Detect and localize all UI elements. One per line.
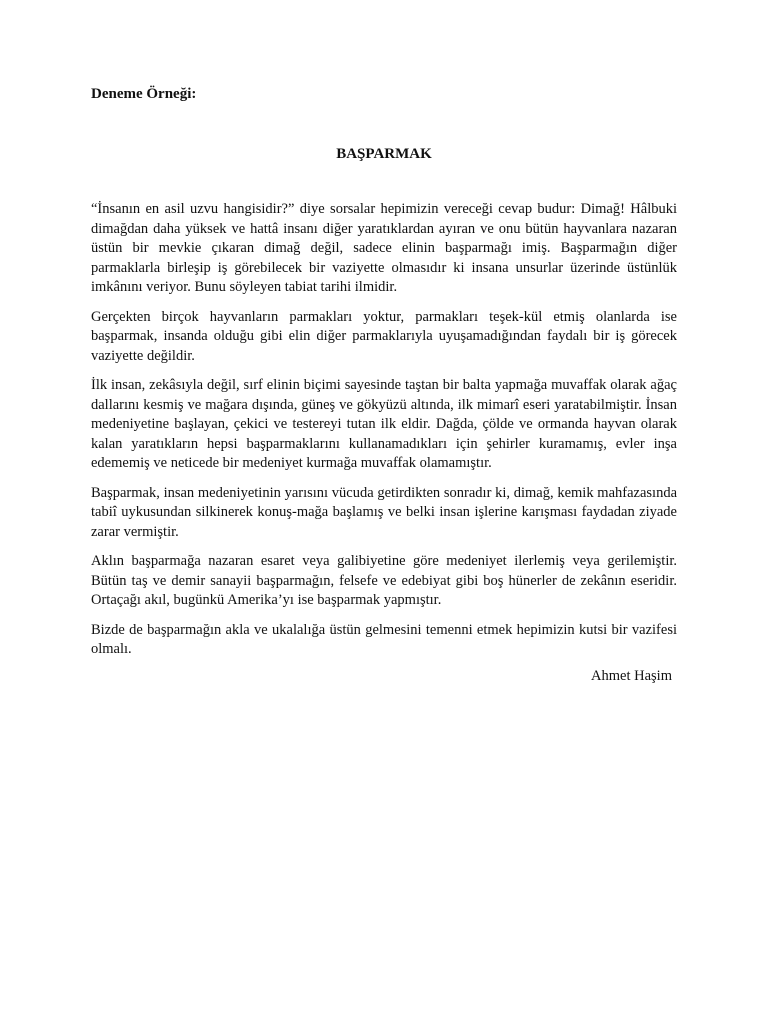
- essay-title: BAŞPARMAK: [336, 146, 432, 162]
- document-heading: Deneme Örneği:: [91, 86, 197, 102]
- essay-paragraph: Başparmak, insan medeniyetinin yarısını vücuda getirdikten sonradır ki, dimağ, kemik mahfazasında tabiî uykusundan silkinerek konuş-mağa başlamış ve belki insan işlerine karışması faydadan ziyade zarar vermiştir.: [91, 484, 677, 540]
- essay-paragraph: İlk insan, zekâsıyla değil, sırf elinin biçimi sayesinde taştan bir balta yapmağa muvaffak olarak ağaç dallarını kesmiş ve mağara dışında, güneş ve gökyüzü altında, ilk mimarî eseri yaratabilmiştir. İnsan medeniyetine başlayan, çekici ve testereyi tutan ilk eldir. Dağda, çölde ve ormanda hayvan olarak kalan yaratıkların hepsi başparmaklarını kullanamadıkları için şehirler kuramamış, evler inşa edememiş ve neticede bir medeniyet kurmağa muvaffak olamamıştır.: [91, 377, 677, 471]
- essay-paragraph: Aklın başparmağa nazaran esaret veya galibiyetine göre medeniyet ilerlemiş veya gerilemiştir. Bütün taş ve demir sanayii başparmağın, felsefe ve edebiyat gibi boş hünerler de zekânın eseridir. Ortaçağı akıl, bugünkü Amerika’yı ise başparmak yapmıştır.: [91, 553, 677, 608]
- essay-paragraph: Bizde de başparmağın akla ve ukalalığa üstün gelmesini temenni etmek hepimizin kutsi bir vazifesi olmalı.: [91, 621, 677, 657]
- essay-paragraph: “İnsanın en asil uzvu hangisidir?” diye sorsalar hepimizin vereceği cevap budur: Dimağ! Hâlbuki dimağdan daha yüksek ve hattâ insanı diğer yaratıklardan ayıran ve onu bütün hayvanlara nazaran üstün bir mevkie çıkaran dimağ değil, sadece elinin başparmağı imiş. Başparmağın diğer parmaklarla birleşip iş görebilecek bir vaziyette olmasıdır ki insana unsurlar üzerinde üstünlük imkânını veriyor. Bunu söyleyen tabiat tarihi ilmidir.: [91, 201, 677, 295]
- essay-paragraph: Gerçekten birçok hayvanların parmakları yoktur, parmakları teşek-kül etmiş olanlarda ise başparmak, insanda olduğu gibi elin diğer parmaklarıyla uyuşamadığından faydalı bir iş görecek vaziyette değildir.: [91, 308, 677, 364]
- essay-body: [91, 200, 677, 670]
- author-signature: Ahmet Haşim: [591, 668, 672, 684]
